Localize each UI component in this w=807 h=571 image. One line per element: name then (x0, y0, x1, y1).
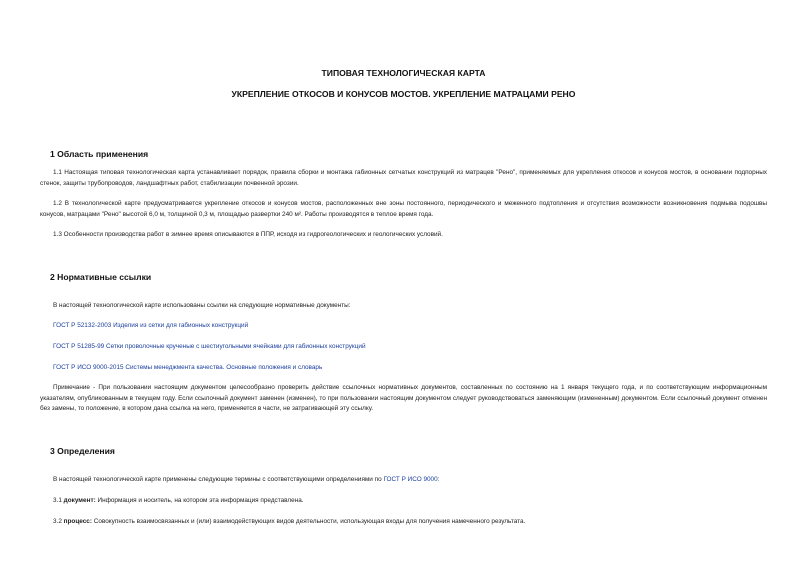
doc-subtitle: УКРЕПЛЕНИЕ ОТКОСОВ И КОНУСОВ МОСТОВ. УКРЕПЛЕНИЕ МАТРАЦАМИ РЕНО (231, 89, 576, 99)
ref-link-gost-iso-9000[interactable]: ГОСТ Р ИСО 9000-2015 Системы менеджмента качества. Основные положения и словарь (53, 364, 323, 371)
ref-link-gost-52132[interactable]: ГОСТ Р 52132-2003 Изделия из сетки для габионных конструкций (53, 322, 249, 329)
definition-3-2 (40, 517, 767, 528)
definition-3-2-term: процесс: (63, 518, 92, 525)
definition-3-2-text: Совокупность взаимосвязанных и (или) взаимодействующих видов деятельности, использующая входы для получения намеченного результата. (93, 518, 526, 525)
section-2-heading: 2 Нормативные ссылки (50, 272, 152, 282)
paragraph-1-2: 1.2 В технологической карте предусматривается укрепление откосов и конусов мостов, расположенных вне зоны постоянного, периодического и меженного подтопления и отсутствия возможности возникновения подмыва подошвы конусов, матрацами "Рено" высотой 6,0 м, толщиной 0,3 м, площадью развертки 240 м². Работы производятся в теплое время года. (40, 200, 767, 218)
section-3-heading: 3 Определения (50, 446, 115, 456)
paragraph-1-3: 1.3 Особенности производства работ в зимнее время описываются в ППР, исходя из гидрогеологических и геологических условий. (53, 231, 443, 238)
section-1-heading: 1 Область применения (50, 149, 149, 159)
definitions-intro-end: : (437, 476, 440, 483)
paragraph-1-1: 1.1 Настоящая типовая технологическая карта устанавливает порядок, правила сборки и монтажа габионных сетчатых конструкций из матрацев "Рено", применяемых для укрепления откосов и конусов мостов, в основании подпорных стенок, защиты трубопроводов, ландшафтных работ, стабилизации почвенной эрозии. (40, 169, 767, 187)
refs-note: Примечание - При пользовании настоящим документом целесообразно проверить действие ссылочных нормативных документов, составленных по состоянию на 1 января текущего года, и по соответствующим информационным указателям, опубликованным в текущем году. Если ссылочный документ заменен (изменен), то при пользовании настоящим документом следует руководствоваться заменяющим (измененным) документом. Если ссылочный документ отменен без замены, то положение, в котором дана ссылка на него, применяется в части, не затрагивающей эту ссылку. (40, 384, 767, 412)
ref-link-gost-51285[interactable]: ГОСТ Р 51285-99 Сетки проволочные крученые с шестиугольными ячейками для габионных конструкций (53, 343, 366, 350)
definitions-intro-text: В настоящей технологической карте применены следующие термины с соответствующими определениями по (53, 476, 382, 483)
refs-intro: В настоящей технологической карте использованы ссылки на следующие нормативные документы: (53, 302, 351, 309)
definition-3-1-num: 3.1 (53, 497, 62, 504)
definition-3-1 (40, 496, 767, 507)
definition-3-1-term: документ: (63, 497, 96, 504)
definition-3-1-text: Информация и носитель, на котором эта информация представлена. (97, 497, 304, 504)
definition-3-2-num: 3.2 (53, 518, 62, 525)
definitions-intro (40, 475, 767, 486)
definitions-gost-link[interactable]: ГОСТ Р ИСО 9000 (383, 476, 438, 483)
doc-title: ТИПОВАЯ ТЕХНОЛОГИЧЕСКАЯ КАРТА (321, 68, 486, 78)
